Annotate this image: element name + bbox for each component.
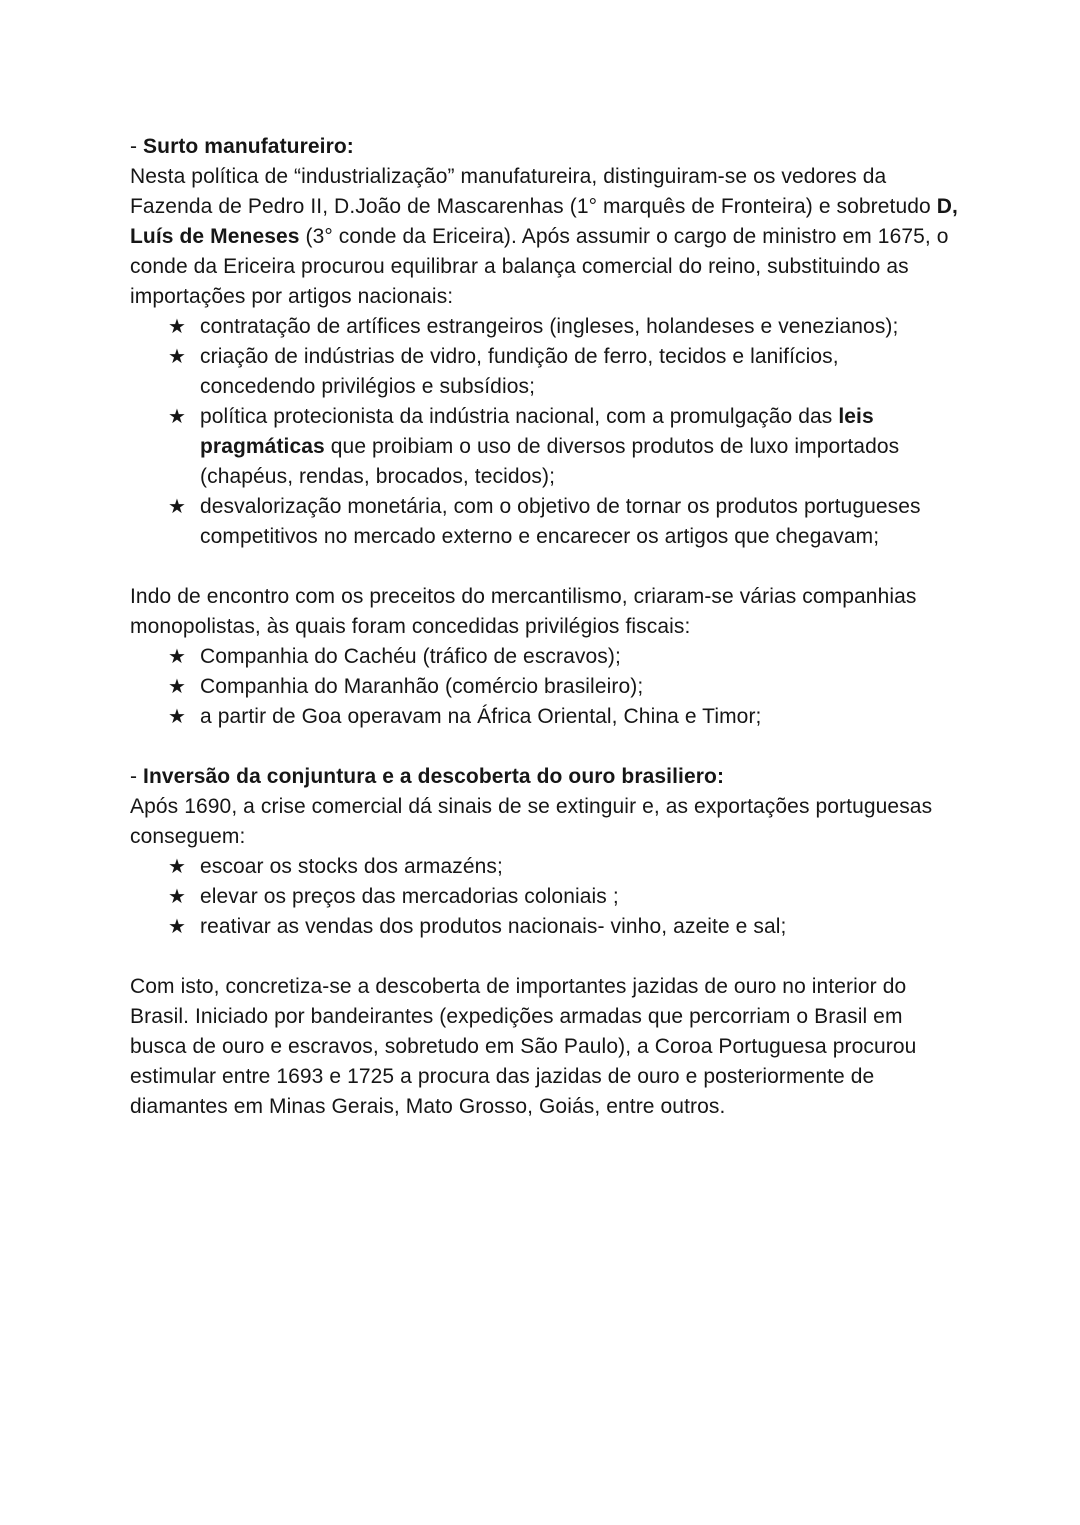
paragraph [130,582,960,642]
star-bullet-icon: ★ [168,346,187,368]
list-item-text [200,642,960,672]
star-bullet-icon: ★ [168,676,187,698]
list-item-text [200,882,960,912]
text-run: Indo de encontro com os preceitos do mercantilismo, criaram-se várias companhias monopolistas, às quais foram concedidas privilégios fiscais: [130,585,917,638]
text-run: escoar os stocks dos armazéns; [200,855,503,878]
list-item-text [200,672,960,702]
text-run: que proibiam o uso de diversos produtos de luxo importados (chapéus, rendas, brocados, tecidos); [200,435,900,488]
paragraph [130,972,960,1122]
list-item [130,342,960,402]
list-item [130,402,960,492]
list-item-text [200,852,960,882]
star-bullet-icon: ★ [168,886,187,908]
star-bullet-icon: ★ [168,646,187,668]
paragraph [130,792,960,852]
bold-text-run: D, Luís de Meneses [130,195,958,248]
bullet-list [130,312,960,552]
bold-text-run: leis pragmáticas [200,405,874,458]
list-item [130,312,960,342]
bold-text-run: Inversão da conjuntura e a descoberta do ouro brasiliero: [143,765,725,788]
list-item-text [200,402,960,492]
text-run: - [130,765,144,788]
section-heading [130,132,960,162]
list-item [130,642,960,672]
document-content [130,132,960,1122]
star-bullet-icon: ★ [168,496,187,518]
spacer [130,732,960,762]
bullet-list [130,852,960,942]
star-bullet-icon: ★ [168,856,187,878]
section-heading [130,762,960,792]
text-run: Com isto, concretiza-se a descoberta de importantes jazidas de ouro no interior do Brasil. Iniciado por bandeirantes (expedições armadas que percorriam o Brasil em busca de ouro e escravos, sobretudo em São Paulo), a Coroa Portuguesa procurou estimular entre 1693 e 1725 a procura das jazidas de ouro e posteriormente de diamantes em Minas Gerais, Mato Grosso, Goiás, entre outros. [130,975,917,1118]
text-run: Companhia do Maranhão (comércio brasileiro); [200,675,644,698]
star-bullet-icon: ★ [168,406,187,428]
list-item [130,492,960,552]
bold-text-run: Surto manufatureiro: [143,135,354,158]
text-run: desvalorização monetária, com o objetivo de tornar os produtos portugueses competitivos no mercado externo e encarecer os artigos que chegavam; [200,495,921,548]
text-run: Nesta política de “industrialização” manufatureira, distinguiram-se os vedores da Fazenda de Pedro II, D.João de Mascarenhas (1° marquês de Fronteira) e sobretudo [130,165,937,218]
text-run: elevar os preços das mercadorias coloniais ; [200,885,619,908]
list-item-text [200,702,960,732]
list-item [130,702,960,732]
text-run: contratação de artífices estrangeiros (ingleses, holandeses e venezianos); [200,315,899,338]
list-item-text [200,912,960,942]
star-bullet-icon: ★ [168,316,187,338]
spacer [130,552,960,582]
text-run: criação de indústrias de vidro, fundição de ferro, tecidos e lanifícios, concedendo privilégios e subsídios; [200,345,839,398]
text-run: Após 1690, a crise comercial dá sinais de se extinguir e, as exportações portuguesas conseguem: [130,795,933,848]
star-bullet-icon: ★ [168,916,187,938]
text-run: política protecionista da indústria nacional, com a promulgação das [200,405,839,428]
text-run: a partir de Goa operavam na África Oriental, China e Timor; [200,705,762,728]
list-item [130,912,960,942]
list-item-text [200,342,960,402]
text-run: (3° conde da Ericeira). Após assumir o cargo de ministro em 1675, o conde da Ericeira procurou equilibrar a balança comercial do reino, substituindo as importações por artigos nacionais: [130,225,949,308]
list-item [130,672,960,702]
list-item [130,852,960,882]
spacer [130,942,960,972]
text-run: reativar as vendas dos produtos nacionais- vinho, azeite e sal; [200,915,787,938]
bullet-list [130,642,960,732]
list-item-text [200,492,960,552]
star-bullet-icon: ★ [168,706,187,728]
list-item [130,882,960,912]
list-item-text [200,312,960,342]
text-run: - [130,135,144,158]
paragraph [130,162,960,312]
text-run: Companhia do Cachéu (tráfico de escravos); [200,645,621,668]
